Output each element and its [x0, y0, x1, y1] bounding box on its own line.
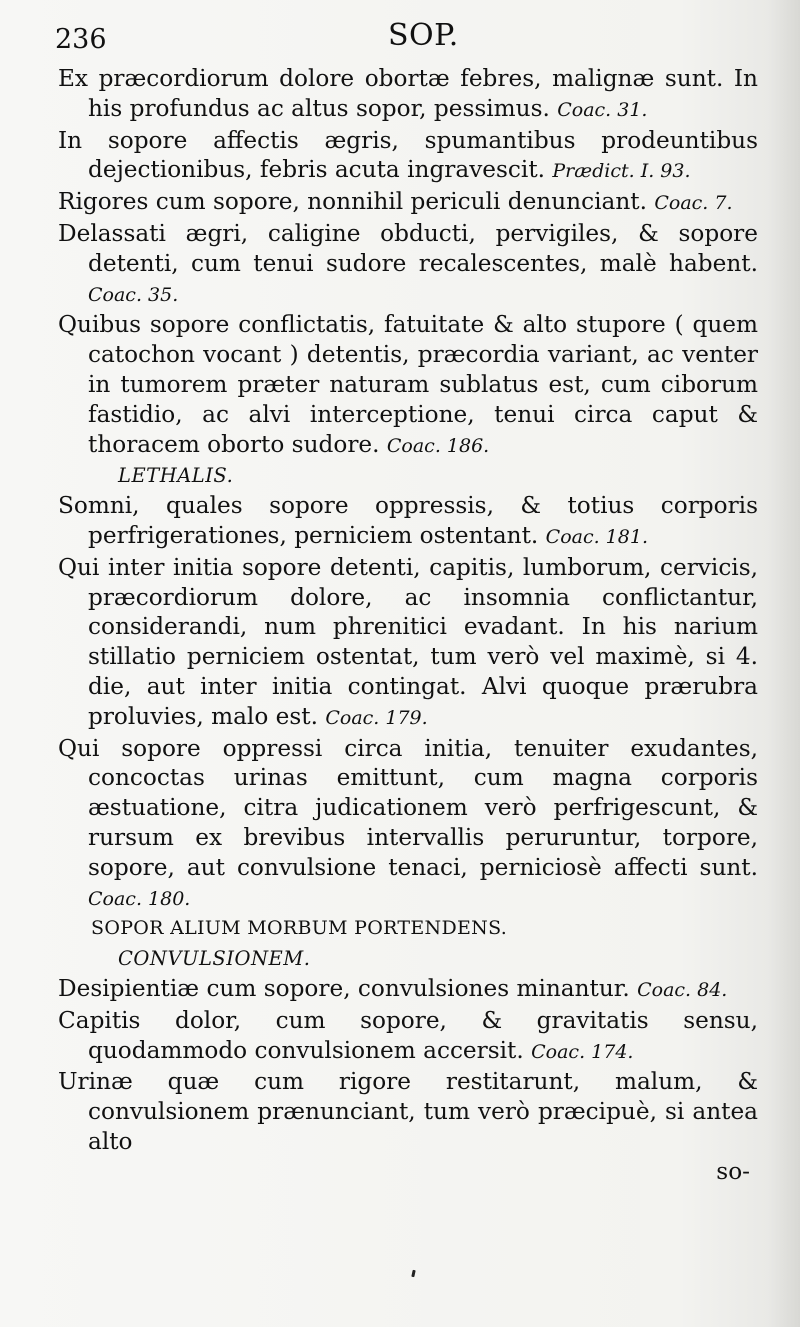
aphorism-entry: [58, 64, 758, 126]
running-title: SOP.: [388, 18, 459, 53]
ink-speck: [411, 1270, 415, 1277]
aphorism-entry: [58, 219, 758, 310]
entry-text: Ex præcordiorum dolore obortæ febres, malignæ sunt. In his profundus ac altus sopor, pessimus.: [58, 65, 758, 122]
aphorism-entry: [58, 734, 758, 915]
catchword: so-: [716, 1157, 750, 1185]
aphorism-entry: [58, 187, 758, 219]
citation: Coac. 180.: [88, 887, 191, 910]
page-number: 236: [55, 24, 107, 55]
text-block: [58, 64, 758, 1186]
citation: Coac. 179.: [325, 706, 428, 729]
aphorism-entry: [58, 1006, 758, 1068]
aphorism-entry: [58, 1067, 758, 1156]
entry-text: Urinæ quæ cum rigore restitarunt, malum, & convulsionem prænunciant, tum verò præcipuè, si antea alto: [58, 1068, 758, 1155]
aphorism-entry: [58, 126, 758, 188]
section-heading-convulsionem: CONVULSIONEM.: [118, 947, 311, 971]
entry-text: Somni, quales sopore oppressis, & totius corporis perfrigerationes, perniciem ostentant.: [58, 492, 758, 549]
aphorism-entry: [58, 553, 758, 734]
running-head: [55, 18, 755, 58]
entry-text: Rigores cum sopore, nonnihil periculi denunciant.: [58, 188, 647, 216]
citation: Coac. 7.: [654, 192, 733, 215]
citation: Coac. 181.: [545, 525, 648, 548]
entry-text: In sopore affectis ægris, spumantibus prodeuntibus dejectionibus, febris acuta ingravescit.: [58, 126, 758, 184]
aphorism-entry: [58, 974, 758, 1006]
citation: Coac. 186.: [386, 434, 490, 457]
section-heading-lethalis: LETHALIS.: [118, 464, 234, 488]
citation: Coac. 31.: [557, 98, 648, 121]
entry-text: Quibus sopore conflictatis, fatuitate & alto stupore ( quem catochon vocant ) detentis, præcordia variant, ac venter in tumorem præter naturam sublatus est, cum ciborum fastidio, ac alvi interceptione, tenui circa caput & thoracem oborto sudore.: [58, 311, 758, 458]
citation: Coac. 35.: [88, 283, 179, 306]
citation: Coac. 84.: [637, 978, 728, 1001]
aphorism-entry: [58, 491, 758, 553]
citation: Prædict. I. 93.: [552, 160, 691, 183]
entry-text: Capitis dolor, cum sopore, & gravitatis sensu, quodammodo convulsionem accersit.: [58, 1006, 758, 1064]
section-heading-sopor-alium: SOPOR ALIUM MORBUM PORTENDENS.: [91, 917, 508, 940]
entry-text: Qui sopore oppressi circa initia, tenuiter exudantes, concoctas urinas emittunt, cum magna corporis æstuatione, citra judicationem verò perfrigescunt, & rursum ex brevibus intervallis peruruntur, torpore, sopore, aut convulsione tenaci, perniciosè affecti sunt.: [58, 734, 758, 881]
entry-text: Desipientiæ cum sopore, convulsiones minantur.: [58, 974, 630, 1002]
aphorism-entry: [58, 310, 758, 461]
entry-text: Delassati ægri, caligine obducti, pervigiles, & sopore detenti, cum tenui sudore recalescentes, malè habent.: [58, 219, 758, 277]
entry-text: Qui inter initia sopore detenti, capitis, lumborum, cervicis, præcordiorum dolore, ac insomnia conflictantur, considerandi, num phrenitici evadant. In his narium stillatio perniciem ostentat, tum verò vel maximè, si 4. die, aut inter initia contingat. Alvi quoque prærubra proluvies, malo est.: [58, 553, 758, 730]
citation: Coac. 174.: [531, 1040, 634, 1063]
